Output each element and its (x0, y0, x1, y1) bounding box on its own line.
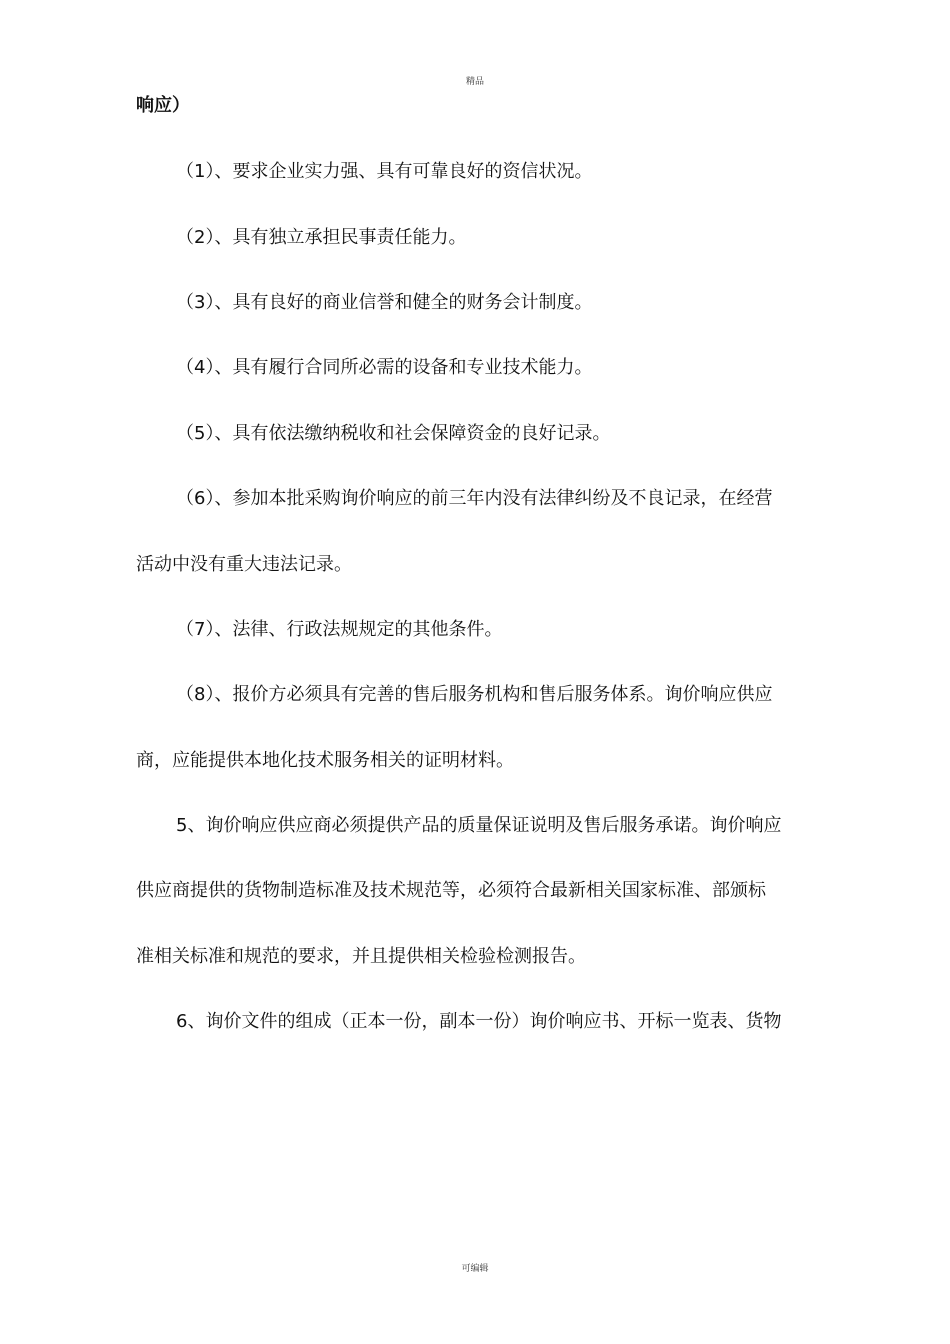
clause-5-line-1: 5、询价响应供应商必须提供产品的质量保证说明及售后服务承诺。询价响应 (176, 815, 782, 836)
requirement-6-line-2: 活动中没有重大违法记录。 (136, 554, 352, 575)
requirement-7: （7）、法律、行政法规规定的其他条件。 (176, 619, 503, 640)
requirement-3: （3）、具有良好的商业信誉和健全的财务会计制度。 (176, 292, 593, 313)
requirement-5: （5）、具有依法缴纳税收和社会保障资金的良好记录。 (176, 423, 611, 444)
requirement-8-line-1: （8）、报价方必须具有完善的售后服务机构和售后服务体系。询价响应供应 (176, 684, 773, 705)
requirement-6-line-1: （6）、参加本批采购询价响应的前三年内没有法律纠纷及不良记录，在经营 (176, 488, 773, 509)
section-heading-tail: 响应） (136, 95, 190, 116)
clause-5-line-2: 供应商提供的货物制造标准及技术规范等，必须符合最新相关国家标准、部颁标 (136, 880, 766, 901)
requirement-8-line-2: 商，应能提供本地化技术服务相关的证明材料。 (136, 750, 514, 771)
page-footer: 可编辑 (461, 1264, 489, 1274)
page-header: 精品 (465, 77, 484, 87)
requirement-4: （4）、具有履行合同所必需的设备和专业技术能力。 (176, 357, 593, 378)
clause-5-line-3: 准相关标准和规范的要求，并且提供相关检验检测报告。 (136, 946, 586, 967)
requirement-1: （1）、要求企业实力强、具有可靠良好的资信状况。 (176, 161, 593, 182)
requirement-2: （2）、具有独立承担民事责任能力。 (176, 227, 467, 248)
clause-6-line-1: 6、询价文件的组成（正本一份，副本一份）询价响应书、开标一览表、货物 (176, 1011, 782, 1032)
